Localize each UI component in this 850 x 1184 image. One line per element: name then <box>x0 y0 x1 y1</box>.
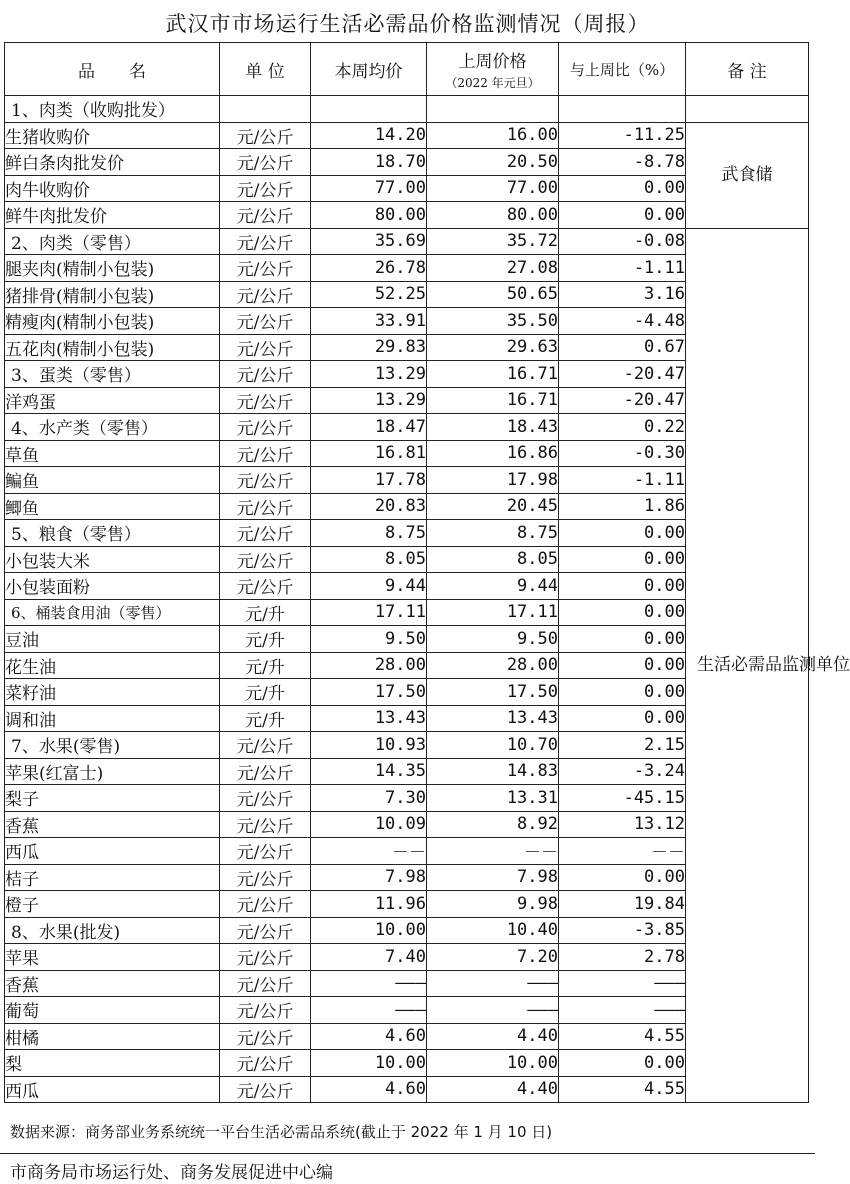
item-name: 小包装大米 <box>5 546 220 573</box>
item-name: 7、水果(零售) <box>5 732 220 759</box>
item-unit: 元/公斤 <box>220 202 311 229</box>
this-week-price: 9.44 <box>311 573 427 600</box>
item-name: 腿夹肉(精制小包装) <box>5 255 220 282</box>
change-percent: -11.25 <box>559 122 686 149</box>
item-name: 精瘦肉(精制小包装) <box>5 308 220 335</box>
header-last-week: 上周价格 （2022 年元旦） <box>427 43 559 96</box>
last-week-price: 13.43 <box>427 705 559 732</box>
item-unit: 元/公斤 <box>220 122 311 149</box>
change-percent: 3.16 <box>559 281 686 308</box>
change-percent: -0.08 <box>559 228 686 255</box>
item-unit: 元/公斤 <box>220 997 311 1024</box>
last-week-price: 17.50 <box>427 679 559 706</box>
change-percent: -20.47 <box>559 361 686 388</box>
price-table <box>4 42 850 1103</box>
this-week-price: 52.25 <box>311 281 427 308</box>
item-name: 五花肉(精制小包装) <box>5 334 220 361</box>
last-week-price: 50.65 <box>427 281 559 308</box>
change-percent: 0.67 <box>559 334 686 361</box>
this-week-price: 14.35 <box>311 758 427 785</box>
category-row <box>5 228 809 255</box>
last-week-price: 17.98 <box>427 467 559 494</box>
this-week-price: 80.00 <box>311 202 427 229</box>
item-name: 6、桶装食用油（零售） <box>5 599 220 626</box>
last-week-price: 16.00 <box>427 122 559 149</box>
this-week-price: 17.78 <box>311 467 427 494</box>
last-week-price: 20.50 <box>427 149 559 176</box>
header-name: 品 名 <box>5 43 220 96</box>
this-week-price: 10.00 <box>311 1050 427 1077</box>
last-week-price: 9.50 <box>427 626 559 653</box>
change-percent: -4.48 <box>559 308 686 335</box>
change-percent: 0.00 <box>559 705 686 732</box>
last-week-price: 16.71 <box>427 361 559 388</box>
this-week-price: 4.60 <box>311 1076 427 1103</box>
this-week-price: 7.30 <box>311 785 427 812</box>
item-name: 花生油 <box>5 652 220 679</box>
item-unit: 元/公斤 <box>220 1023 311 1050</box>
item-name: 鳊鱼 <box>5 467 220 494</box>
remark-wushichu: 武食储 <box>686 122 809 228</box>
this-week-price: 13.43 <box>311 705 427 732</box>
header-last-week-sub: （2022 年元旦） <box>445 76 540 90</box>
item-unit: 元/公斤 <box>220 175 311 202</box>
item-name: 香蕉 <box>5 970 220 997</box>
item-unit: 元/公斤 <box>220 308 311 335</box>
this-week-price: 18.47 <box>311 414 427 441</box>
last-week-price: 35.50 <box>427 308 559 335</box>
item-name: 葡萄 <box>5 997 220 1024</box>
this-week-price: 10.09 <box>311 811 427 838</box>
last-week-price: 29.63 <box>427 334 559 361</box>
item-unit: 元/公斤 <box>220 917 311 944</box>
change-percent: -20.47 <box>559 387 686 414</box>
header-unit: 单 位 <box>220 43 311 96</box>
last-week-price: －－ <box>427 838 559 865</box>
change-percent: ——— <box>559 970 686 997</box>
change-percent: ——— <box>559 997 686 1024</box>
last-week-price: 18.43 <box>427 414 559 441</box>
item-name: 西瓜 <box>5 1076 220 1103</box>
change-percent: 19.84 <box>559 891 686 918</box>
item-name: 苹果(红富士) <box>5 758 220 785</box>
this-week-price: 7.98 <box>311 864 427 891</box>
item-unit: 元/公斤 <box>220 361 311 388</box>
last-week-price: 9.44 <box>427 573 559 600</box>
this-week-price: 18.70 <box>311 149 427 176</box>
last-week-price: 16.71 <box>427 387 559 414</box>
item-name: 香蕉 <box>5 811 220 838</box>
this-week-price: 35.69 <box>311 228 427 255</box>
item-name: 桔子 <box>5 864 220 891</box>
item-name: 鲜白条肉批发价 <box>5 149 220 176</box>
item-name: 4、水产类（零售） <box>5 414 220 441</box>
item-unit: 元/公斤 <box>220 944 311 971</box>
this-week-price: ——— <box>311 997 427 1024</box>
last-week-price: 10.40 <box>427 917 559 944</box>
item-unit: 元/公斤 <box>220 440 311 467</box>
this-week-price: 17.11 <box>311 599 427 626</box>
last-week-price: 8.92 <box>427 811 559 838</box>
item-unit: 元/公斤 <box>220 414 311 441</box>
item-name: 豆油 <box>5 626 220 653</box>
last-week-price: 28.00 <box>427 652 559 679</box>
change-percent: 4.55 <box>559 1023 686 1050</box>
item-unit: 元/公斤 <box>220 334 311 361</box>
change-percent: 0.00 <box>559 175 686 202</box>
last-week-price: 8.75 <box>427 520 559 547</box>
last-week-price: 4.40 <box>427 1076 559 1103</box>
this-week-price: 7.40 <box>311 944 427 971</box>
item-name: 梨 <box>5 1050 220 1077</box>
change-percent: 13.12 <box>559 811 686 838</box>
last-week-price: 20.45 <box>427 493 559 520</box>
item-name: 3、蛋类（零售） <box>5 361 220 388</box>
this-week-price: 20.83 <box>311 493 427 520</box>
change-percent: -1.11 <box>559 255 686 282</box>
this-week-price: 11.96 <box>311 891 427 918</box>
last-week-price: ——— <box>427 970 559 997</box>
item-name: 菜籽油 <box>5 679 220 706</box>
last-week-price: 4.40 <box>427 1023 559 1050</box>
change-percent: -3.85 <box>559 917 686 944</box>
item-name: 柑橘 <box>5 1023 220 1050</box>
item-name: 鲜牛肉批发价 <box>5 202 220 229</box>
this-week-price <box>311 96 427 123</box>
last-week-price: ——— <box>427 997 559 1024</box>
item-unit: 元/升 <box>220 679 311 706</box>
this-week-price: 8.75 <box>311 520 427 547</box>
this-week-price: 13.29 <box>311 387 427 414</box>
change-percent: 4.55 <box>559 1076 686 1103</box>
last-week-price: 16.86 <box>427 440 559 467</box>
last-week-price <box>427 96 559 123</box>
change-percent: -3.24 <box>559 758 686 785</box>
item-name: 鲫鱼 <box>5 493 220 520</box>
last-week-price: 10.00 <box>427 1050 559 1077</box>
item-name: 猪排骨(精制小包装) <box>5 281 220 308</box>
last-week-price: 9.98 <box>427 891 559 918</box>
item-unit: 元/公斤 <box>220 387 311 414</box>
item-unit: 元/公斤 <box>220 255 311 282</box>
last-week-price: 14.83 <box>427 758 559 785</box>
item-name: 生猪收购价 <box>5 122 220 149</box>
header-remark: 备 注 <box>686 43 809 96</box>
last-week-price: 35.72 <box>427 228 559 255</box>
item-unit: 元/公斤 <box>220 573 311 600</box>
item-unit: 元/公斤 <box>220 520 311 547</box>
last-week-price: 7.98 <box>427 864 559 891</box>
last-week-price: 10.70 <box>427 732 559 759</box>
item-name: 调和油 <box>5 705 220 732</box>
item-name: 西瓜 <box>5 838 220 865</box>
remark-empty <box>686 96 809 123</box>
item-name: 梨子 <box>5 785 220 812</box>
item-unit: 元/公斤 <box>220 970 311 997</box>
item-name: 5、粮食（零售） <box>5 520 220 547</box>
last-week-price: 13.31 <box>427 785 559 812</box>
change-percent: 0.00 <box>559 546 686 573</box>
item-unit: 元/升 <box>220 599 311 626</box>
change-percent: 0.00 <box>559 679 686 706</box>
item-unit: 元/公斤 <box>220 785 311 812</box>
item-unit: 元/升 <box>220 626 311 653</box>
item-unit: 元/公斤 <box>220 1076 311 1103</box>
data-source-note: 数据来源：商务部业务系统统一平台生活必需品系统(截止于 2022 年 1 月 10 日) <box>10 1123 553 1141</box>
this-week-price: 4.60 <box>311 1023 427 1050</box>
this-week-price: 17.50 <box>311 679 427 706</box>
item-name: 肉牛收购价 <box>5 175 220 202</box>
change-percent: 0.00 <box>559 1050 686 1077</box>
last-week-price: 80.00 <box>427 202 559 229</box>
this-week-price: 8.05 <box>311 546 427 573</box>
item-unit: 元/公斤 <box>220 1050 311 1077</box>
this-week-price: －－ <box>311 838 427 865</box>
item-name: 苹果 <box>5 944 220 971</box>
change-percent: 0.00 <box>559 520 686 547</box>
item-unit: 元/公斤 <box>220 228 311 255</box>
item-unit: 元/公斤 <box>220 758 311 785</box>
change-percent: 0.00 <box>559 864 686 891</box>
category-row <box>5 96 809 123</box>
item-unit: 元/公斤 <box>220 732 311 759</box>
change-percent: 0.00 <box>559 573 686 600</box>
last-week-price: 77.00 <box>427 175 559 202</box>
item-unit: 元/公斤 <box>220 149 311 176</box>
this-week-price: ——— <box>311 970 427 997</box>
change-percent: -0.30 <box>559 440 686 467</box>
change-percent: 0.00 <box>559 652 686 679</box>
change-percent: -1.11 <box>559 467 686 494</box>
this-week-price: 26.78 <box>311 255 427 282</box>
item-unit: 元/公斤 <box>220 281 311 308</box>
item-unit: 元/公斤 <box>220 546 311 573</box>
change-percent: 0.00 <box>559 626 686 653</box>
change-percent <box>559 96 686 123</box>
this-week-price: 33.91 <box>311 308 427 335</box>
this-week-price: 29.83 <box>311 334 427 361</box>
this-week-price: 10.93 <box>311 732 427 759</box>
this-week-price: 10.00 <box>311 917 427 944</box>
this-week-price: 14.20 <box>311 122 427 149</box>
this-week-price: 77.00 <box>311 175 427 202</box>
item-unit: 元/升 <box>220 705 311 732</box>
change-percent: －－ <box>559 838 686 865</box>
last-week-price: 8.05 <box>427 546 559 573</box>
change-percent: 1.86 <box>559 493 686 520</box>
item-unit: 元/公斤 <box>220 891 311 918</box>
header-this-week: 本周均价 <box>311 43 427 96</box>
change-percent: 0.22 <box>559 414 686 441</box>
header-change: 与上周比（%） <box>559 43 686 96</box>
item-name: 小包装面粉 <box>5 573 220 600</box>
change-percent: 2.78 <box>559 944 686 971</box>
this-week-price: 16.81 <box>311 440 427 467</box>
item-name: 2、肉类（零售） <box>5 228 220 255</box>
item-unit: 元/公斤 <box>220 811 311 838</box>
item-name: 草鱼 <box>5 440 220 467</box>
item-name: 8、水果(批发) <box>5 917 220 944</box>
table-header-row <box>5 43 809 96</box>
item-name: 橙子 <box>5 891 220 918</box>
last-week-price: 17.11 <box>427 599 559 626</box>
footer-editor: 市商务局市场运行处、商务发展促进中心编 <box>10 1163 333 1183</box>
this-week-price: 9.50 <box>311 626 427 653</box>
last-week-price: 27.08 <box>427 255 559 282</box>
item-unit: 元/升 <box>220 652 311 679</box>
item-name: 1、肉类（收购批发） <box>5 96 220 123</box>
change-percent: 2.15 <box>559 732 686 759</box>
item-unit <box>220 96 311 123</box>
item-unit: 元/公斤 <box>220 493 311 520</box>
item-unit: 元/公斤 <box>220 838 311 865</box>
remark-monitoring-unit: 生活必需品监测单位 <box>686 228 809 1103</box>
item-unit: 元/公斤 <box>220 467 311 494</box>
change-percent: -8.78 <box>559 149 686 176</box>
page-title: 武汉市市场运行生活必需品价格监测情况（周报） <box>165 12 650 36</box>
this-week-price: 28.00 <box>311 652 427 679</box>
last-week-price: 7.20 <box>427 944 559 971</box>
item-unit: 元/公斤 <box>220 864 311 891</box>
change-percent: 0.00 <box>559 599 686 626</box>
table-row <box>5 122 809 149</box>
item-name: 洋鸡蛋 <box>5 387 220 414</box>
change-percent: 0.00 <box>559 202 686 229</box>
footer-divider <box>0 1153 815 1154</box>
change-percent: -45.15 <box>559 785 686 812</box>
this-week-price: 13.29 <box>311 361 427 388</box>
